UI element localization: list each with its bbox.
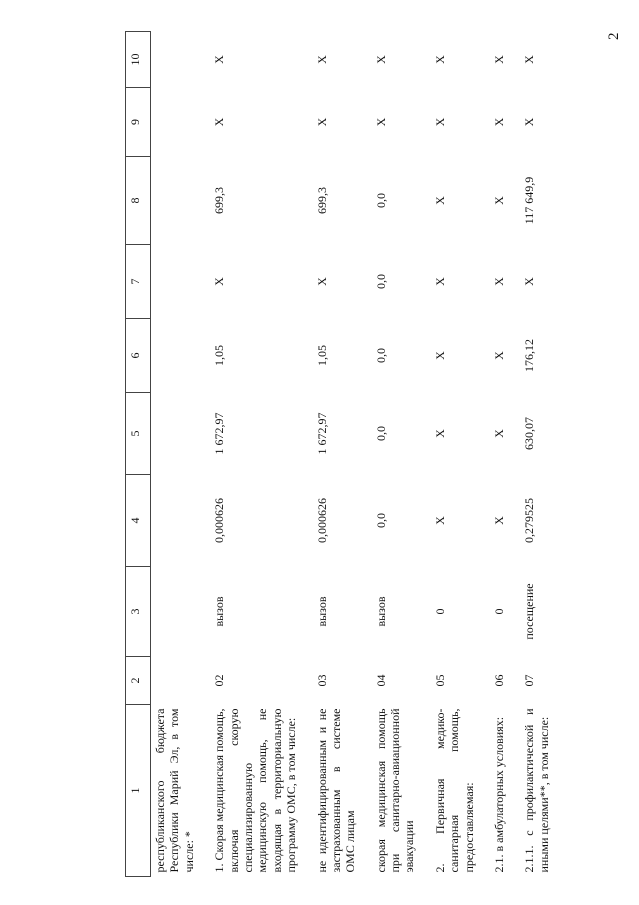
col-header: 9	[126, 88, 151, 157]
table-row	[478, 32, 508, 877]
table-cell: X	[522, 55, 537, 64]
table-cell: X	[492, 117, 507, 127]
table-cell: 0,000626	[212, 498, 227, 543]
row-label: 2.1.1. с профилактической и иными целями**, в том числе:	[522, 708, 551, 873]
table-cell: X	[522, 117, 537, 127]
page-number: 2	[606, 32, 622, 40]
col-header: 1	[126, 705, 151, 877]
col-header: 10	[126, 32, 151, 88]
table-row	[508, 32, 553, 877]
table-cell: 0,0	[373, 274, 388, 289]
table-cell: X	[373, 117, 388, 127]
col-header: 3	[126, 567, 151, 657]
table-cell: 05	[432, 674, 447, 687]
table-cell: 0,0	[373, 513, 388, 528]
table-cell: 1,05	[212, 345, 227, 366]
table-cell: 0	[432, 608, 447, 615]
table-cell: X	[492, 429, 507, 438]
table-cell	[151, 567, 199, 657]
table-cell: X	[492, 196, 507, 205]
table-cell: 699,3	[314, 187, 329, 214]
cost-table	[125, 31, 553, 877]
rotated-table-container	[125, 32, 630, 877]
table-cell: 1,05	[314, 345, 329, 366]
table-cell: 0,0	[373, 426, 388, 441]
table-row	[151, 32, 199, 877]
table-cell: вызов	[373, 596, 388, 627]
table-cell: 1 672,97	[314, 412, 329, 455]
table-cell	[151, 319, 199, 393]
table-row	[360, 32, 419, 877]
table-cell: X	[212, 277, 227, 286]
col-header: 6	[126, 319, 151, 393]
col-header: 8	[126, 157, 151, 245]
row-label: скорая медицинская помощь при санитарно-авиационной эвакуации	[373, 708, 417, 873]
row-label: 1. Скорая медицинская помощь, включая скорую специализированную медицинскую помощь, не входящая в территориальную программу ОМС, в том числе:	[212, 708, 299, 873]
table-cell: посещение	[522, 583, 537, 640]
row-label: 2.1. в амбулаторных условиях:	[492, 716, 507, 873]
table-row	[198, 32, 300, 877]
table-row	[301, 32, 360, 877]
table-cell: вызов	[212, 596, 227, 627]
table-cell: X	[492, 516, 507, 525]
table-cell: 07	[522, 674, 537, 687]
table-cell: X	[314, 117, 329, 127]
col-header: 4	[126, 475, 151, 567]
table-cell: 1 672,97	[212, 412, 227, 455]
table-cell: 06	[492, 674, 507, 687]
table-cell: X	[492, 351, 507, 360]
table-cell: 0	[492, 608, 507, 615]
table-cell	[151, 657, 199, 705]
table-cell: X	[314, 277, 329, 286]
row-label: не идентифицированным и не застрахованным в системе ОМС лицам	[314, 708, 358, 873]
table-cell: X	[522, 277, 537, 286]
table-cell: 0,000626	[314, 498, 329, 543]
table-cell: 02	[212, 674, 227, 687]
table-row	[419, 32, 478, 877]
table-cell: вызов	[314, 596, 329, 627]
table-cell	[151, 245, 199, 319]
table-cell: X	[492, 277, 507, 286]
table-cell: X	[432, 55, 447, 64]
row-label: 2. Первичная медико-санитарная помощь, предоставляемая:	[432, 708, 476, 873]
table-cell	[151, 88, 199, 157]
table-cell: 04	[373, 674, 388, 687]
table-cell: 0,0	[373, 193, 388, 208]
col-header: 5	[126, 393, 151, 475]
table-cell: 630,07	[522, 417, 537, 450]
table-cell: 176,12	[522, 339, 537, 372]
table-cell: X	[432, 196, 447, 205]
header-row	[126, 32, 151, 877]
table-cell: X	[432, 351, 447, 360]
col-header: 7	[126, 245, 151, 319]
row-label: республиканского бюджета Республики Марий Эл, в том числе: *	[153, 708, 196, 873]
table-cell: 0,0	[373, 348, 388, 363]
table-cell	[151, 32, 199, 88]
table-cell: 03	[314, 674, 329, 687]
table-cell	[151, 393, 199, 475]
table-cell: 117 649,9	[522, 176, 537, 225]
table-cell: X	[432, 117, 447, 127]
table-cell: X	[432, 429, 447, 438]
table-cell: 0,279525	[522, 498, 537, 543]
table-cell: X	[314, 55, 329, 64]
table-cell: X	[492, 55, 507, 64]
table-cell: 699,3	[212, 187, 227, 214]
table-cell	[151, 475, 199, 567]
table-cell	[151, 157, 199, 245]
table-cell: X	[212, 117, 227, 127]
table-cell: X	[212, 55, 227, 64]
table-cell: X	[432, 516, 447, 525]
col-header: 2	[126, 657, 151, 705]
table-cell: X	[373, 55, 388, 64]
table-cell: X	[432, 277, 447, 286]
